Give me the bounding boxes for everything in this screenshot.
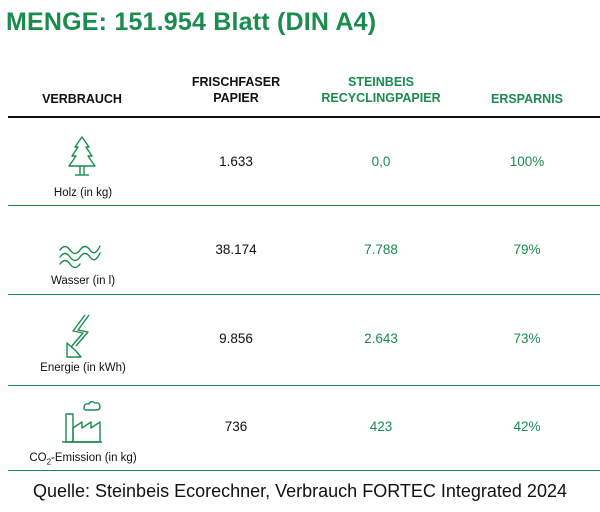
ersparnis-value: 73% (513, 331, 541, 346)
water-waves-icon (58, 240, 102, 270)
frischfaser-value: 9.856 (219, 331, 253, 346)
page-title: MENGE: 151.954 Blatt (DIN A4) (6, 8, 377, 36)
row-divider (8, 470, 600, 471)
source-footer: Quelle: Steinbeis Ecorechner, Verbrauch FORTEC Integrated 2024 (33, 481, 567, 501)
header-divider (8, 116, 600, 118)
row-divider (8, 385, 600, 386)
row-label-energie: Energie (in kWh) (40, 362, 126, 374)
header-frischfaser: FRISCHFASER PAPIER (191, 75, 281, 105)
header-verbrauch: VERBRAUCH (42, 92, 122, 106)
frischfaser-value: 1.633 (219, 154, 253, 169)
ersparnis-value: 42% (513, 419, 541, 434)
frischfaser-value: 736 (224, 419, 248, 434)
frischfaser-value: 38.174 (215, 242, 257, 257)
factory-icon (60, 400, 104, 446)
ersparnis-value: 100% (509, 154, 545, 169)
row-divider (8, 205, 600, 206)
header-ersparnis: ERSPARNIS (490, 92, 563, 106)
recycling-value: 0,0 (371, 154, 391, 169)
tree-icon (67, 135, 97, 181)
header-recycling: STEINBEIS RECYCLINGPAPIER (321, 75, 441, 105)
recycling-value: 423 (369, 419, 393, 434)
row-label-wasser: Wasser (in l) (50, 275, 116, 287)
row-label-holz: Holz (in kg) (53, 187, 113, 199)
ersparnis-value: 79% (513, 242, 541, 257)
recycling-value: 7.788 (364, 242, 398, 257)
row-divider (8, 294, 600, 295)
lightning-icon (63, 313, 99, 359)
row-label-co2: $CO_2$-Emission (in kg) (29, 452, 137, 467)
recycling-value: 2.643 (364, 331, 398, 346)
